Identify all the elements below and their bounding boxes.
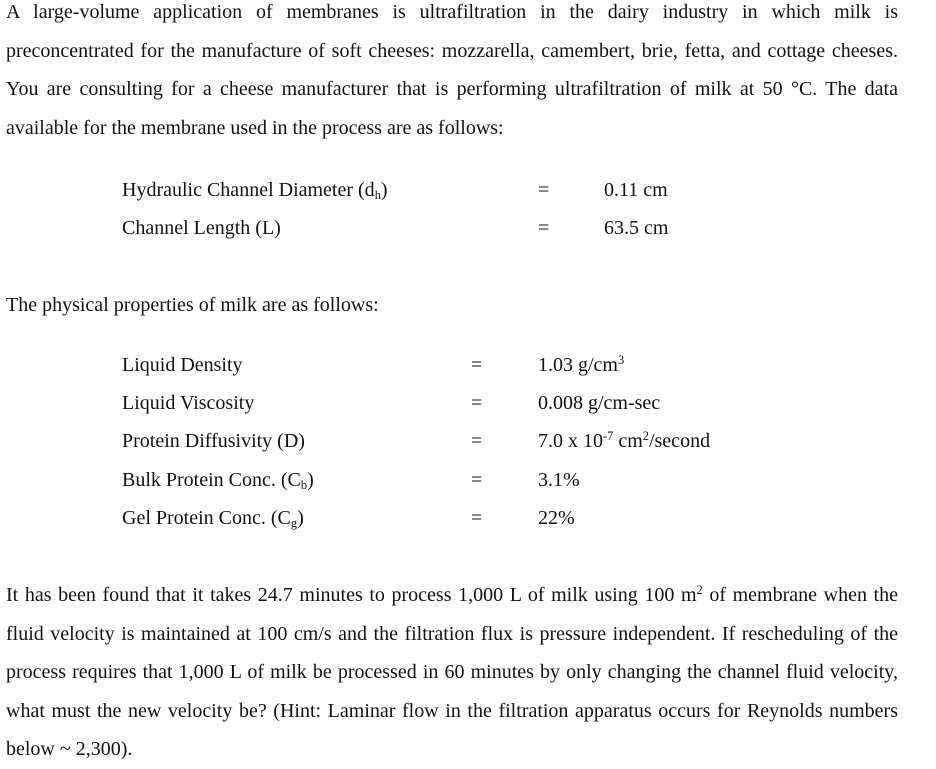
row-value: 3.1% xyxy=(538,469,580,491)
milk-row-viscosity xyxy=(0,384,936,422)
row-label: Protein Diffusivity (D) xyxy=(122,430,305,452)
row-value: 1.03 $g/cm^3$ xyxy=(538,353,625,376)
milk-row-diffusivity xyxy=(0,422,936,460)
equals-sign: = xyxy=(471,507,483,529)
row-label: Gel Protein Conc. $(C_g)$ xyxy=(122,507,304,531)
milk-properties-intro: The physical properties of milk are as follows: xyxy=(6,294,379,316)
equals-sign: = xyxy=(471,430,483,452)
row-value: 0.008 g/cm-sec xyxy=(538,392,661,414)
row-value: 0.11 cm xyxy=(604,179,668,201)
row-value: 63.5 cm xyxy=(604,217,669,239)
membrane-row-channel-length xyxy=(0,209,936,247)
milk-row-gel-conc xyxy=(0,499,936,537)
equals-sign: = xyxy=(538,179,550,201)
intro-paragraph: A large-volume application of membranes is ultrafiltration in the dairy industry in which milk is preconcentrated for the manufacture of soft cheeses: mozzarella, camembert, brie, fetta, and cottage cheeses. You are consulting for a cheese manufacturer that is performing ultrafiltration of milk at 50 °C. The data available for the membrane used in the process are as follows: xyxy=(6,1,898,139)
row-value: 22% xyxy=(538,507,575,529)
row-label: Liquid Density xyxy=(122,354,243,376)
row-label: Channel Length (L) xyxy=(122,217,281,239)
equals-sign: = xyxy=(471,392,483,414)
equals-sign: = xyxy=(538,217,550,239)
milk-row-bulk-conc xyxy=(0,461,936,499)
milk-row-density xyxy=(0,346,936,384)
equals-sign: = xyxy=(471,354,483,376)
row-label: Bulk Protein Conc. $(C_b)$ xyxy=(122,469,314,493)
problem-question-paragraph: It has been found that it takes 24.7 minutes to process 1,000 L of milk using 100 $m^2$ of membrane when the fluid velocity is maintained at 100 cm/s and the filtration flux is pressure independent. If rescheduling of the process requires that 1,000 L of milk be processed in 60 minutes by only changing the channel fluid velocity, what must the new velocity be? (Hint: Laminar flow in the filtration apparatus occurs for Reynolds numbers below ~ 2,300). xyxy=(6,583,898,761)
row-label: Liquid Viscosity xyxy=(122,392,255,414)
membrane-row-hydraulic-diameter xyxy=(0,171,936,209)
row-label: Hydraulic Channel Diameter $(d_h)$ xyxy=(122,179,388,203)
equals-sign: = xyxy=(471,469,483,491)
row-value: 7.0 x $10^{-7}$ $cm^2$/second xyxy=(538,429,711,452)
